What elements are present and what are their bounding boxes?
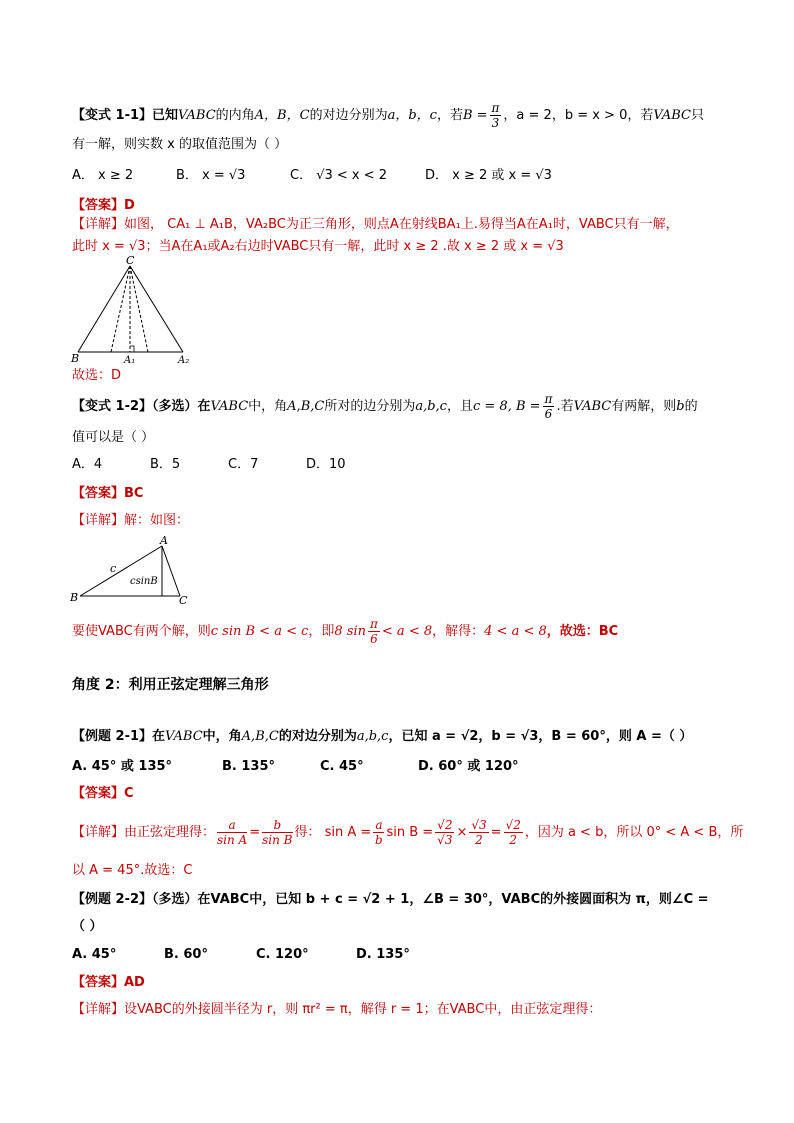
v12-conclusion: 要使VABC有两个解，则c sin B < a < c，即8 sin $\frac{\pi}{6}$ < a < 8，解得：4 < a < 8，故选：BC <box>72 617 619 646</box>
e22-options <box>72 945 410 965</box>
v11-choose: 故选：D <box>72 368 122 383</box>
e21-detail-line1: 【详解】由正弦定理得： $\frac{a}{\text{sin A}}$ = $\frac{b}{\text{sin B}}$ 得： sin A = $\frac{a}{b}$ sin B = $\frac{√2}{√3}$ × $\frac{√3}{2}$ = $\frac{√2}{2}$ ，因为 a < b，所以 0° < A < B，所 <box>72 818 744 847</box>
option-a: A．4 <box>72 457 103 472</box>
option-a: A． x ≥ 2 <box>72 168 134 183</box>
label-csinb: csinB <box>130 576 158 587</box>
e22-question-line2: （ ） <box>72 919 103 934</box>
e22-answer: 【答案】AD <box>72 975 145 990</box>
label-a1: A₁ <box>124 355 136 366</box>
v12-question-line1: 【变式 1-2】（多选）在VABC中，角A,B,C所对的边分别为a,b,c，且c = 8, B = $\frac{\pi}{6}$ .若VABC有两解，则b的 <box>72 392 698 421</box>
option-c: C．7 <box>228 457 259 472</box>
v11-options <box>72 166 552 186</box>
option-c: C. 45° <box>320 759 364 774</box>
v11-detail-line1: 【详解】如图， CA₁ ⊥ A₁B，VA₂BC为正三角形，则点A在射线BA₁上.易得当A在A₁时，VABC只有一解， <box>72 217 679 232</box>
option-b: B. 60° <box>164 947 208 962</box>
option-c: C. 120° <box>256 947 309 962</box>
v12-label: 【变式 1-2】（多选）在 <box>72 399 211 414</box>
option-a: A. 45° 或 135° <box>72 759 173 774</box>
e21-detail-line2: 以 A = 45°.故选：C <box>72 863 193 878</box>
v12-answer: 【答案】BC <box>72 486 144 501</box>
option-b: B．5 <box>150 457 181 472</box>
e22-question-line1: 【例题 2-2】（多选）在VABC中，已知 b + c = √2 + 1，∠B = 30°，VABC的外接圆面积为 π，则∠C = <box>72 892 709 907</box>
v11-question-line2: 有一解，则实数 x 的取值范围为（ ） <box>72 137 288 152</box>
fraction-pi-6: $\frac{\pi}{6}$ <box>544 392 553 421</box>
fraction-pi-6: $\frac{\pi}{6}$ <box>370 617 378 646</box>
label-c: C <box>179 594 188 607</box>
triangle-figure-2 <box>66 532 196 608</box>
label-c: C <box>126 254 135 267</box>
e22-detail: 【详解】设VABC的外接圆半径为 r，则 πr² = π，解得 r = 1；在VABC中，由正弦定理得： <box>72 1002 602 1017</box>
option-b: B． x = √3 <box>176 168 246 183</box>
e21-answer: 【答案】C <box>72 786 134 801</box>
option-d: D. 135° <box>356 947 410 962</box>
e21-options <box>72 757 519 777</box>
v11-question-line1: 【变式 1-1】已知VABC的内角A，B，C的对边分别为a，b，c，若B = $\frac{\pi}{3}$ ，a = 2，b = x > 0，若VABC只 <box>72 101 705 130</box>
option-c: C． √3 < x < 2 <box>290 168 388 183</box>
v11-answer: 【答案】D <box>72 198 135 213</box>
v12-question-line2: 值可以是（ ） <box>72 430 155 445</box>
option-d: D． x ≥ 2 或 x = √3 <box>425 168 552 183</box>
e21-label: 【例题 2-1】在 <box>72 729 166 744</box>
e21-question-line1: 【例题 2-1】在VABC中，角A,B,C的对边分别为a,b,c，已知 a = √2，b = √3，B = 60°，则 A =（ ） <box>72 729 693 744</box>
v12-detail: 【详解】解：如图： <box>72 513 190 528</box>
option-b: B. 135° <box>222 759 276 774</box>
option-d: D．10 <box>306 457 346 472</box>
v11-detail-line2: 此时 x = √3；当A在A₁或A₂右边时VABC只有一解，此时 x ≥ 2 .故 x ≥ 2 或 x = √3 <box>72 239 564 254</box>
triangle-figure-1 <box>68 252 198 368</box>
fraction-pi-3: $\frac{\pi}{3}$ <box>491 101 500 130</box>
section-heading: 角度 2：利用正弦定理解三角形 <box>72 677 269 693</box>
option-a: A. 45° <box>72 947 117 962</box>
label-a: A <box>160 534 168 547</box>
label-a2: A₂ <box>178 355 190 366</box>
option-d: D. 60° 或 120° <box>418 759 519 774</box>
label-b: B <box>70 591 79 604</box>
v11-label: 【变式 1-1】已知 <box>72 108 179 123</box>
label-b: B <box>71 352 80 365</box>
v12-options <box>72 455 346 475</box>
label-side-c: c <box>110 562 117 575</box>
